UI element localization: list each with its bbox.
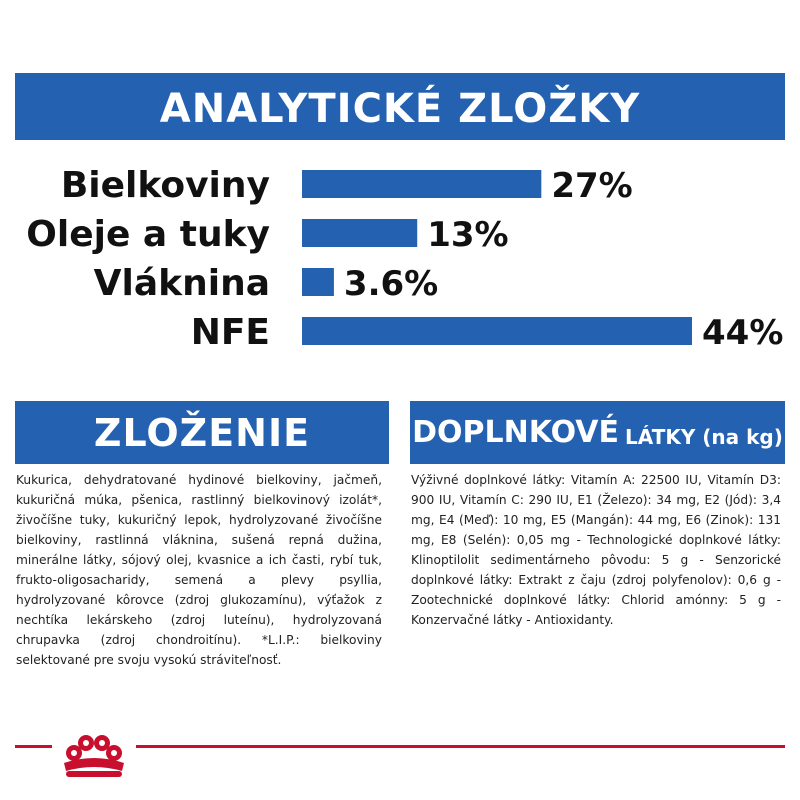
category-label: Oleje a tuky <box>26 214 270 255</box>
additives-text: Výživné doplnkové látky: Vitamín A: 22500 IU, Vitamín D3: 900 IU, Vitamín C: 290 IU, E1 (Železo): 34 mg, E2 (Jód): 3,4 mg, E4 (Meď): 10 mg, E5 (Mangán): 44 mg, E6 (Zinok): 131 mg, E8 (Selén): 0,05 mg - Technologické doplnkové látky: Klinoptilolit sedimentárneho pôvodu: 5 g - Senzorické doplnkové látky: Extrakt z čaju (zdroj polyfenolov): 0,6 g - Zootechnické doplnkové látky: Chlorid amónny: 5 g - Konzervačné látky - Antioxidanty. <box>411 473 781 627</box>
banner-title: ANALYTICKÉ ZLOŽKY <box>159 85 641 132</box>
analytic-components-banner <box>15 73 785 140</box>
bar <box>302 317 692 345</box>
value-label: 3.6% <box>343 264 439 304</box>
category-label: Bielkoviny <box>60 165 270 206</box>
value-label: 13% <box>427 215 509 255</box>
analytic-bar-chart <box>0 150 800 360</box>
additives-header <box>410 401 785 464</box>
category-label: Vláknina <box>93 263 270 304</box>
composition-text: Kukurica, dehydratované hydinové bielkoviny, jačmeň, kukuričná múka, pšenica, rastlinný bielkovinový izolát*, živočíšne tuky, kukuričný lepok, hydrolyzované živočíšne bielkoviny, rastlinná vláknina, sušená repná dužina, minerálne látky, sójový olej, kvasnice a ich časti, rybí tuk, frukto-oligosacharidy, semená a plevy psyllia, hydrolyzované kôrovce (zdroj glukozamínu), výťažok z nechtíka lekárskeho (zdroj luteínu), hydrolyzovaná chrupavka (zdroj chondroitínu). *L.I.P.: bielkoviny selektované pre svoju vysokú stráviteľnosť. <box>16 473 382 667</box>
composition-header <box>15 401 389 464</box>
composition-title: ZLOŽENIE <box>93 410 311 455</box>
value-label: 27% <box>551 166 633 206</box>
bar <box>302 268 334 296</box>
additives-title-small: LÁTKY (na kg) <box>625 424 783 449</box>
category-label: NFE <box>190 312 270 353</box>
bar <box>302 170 541 198</box>
crown-logo-icon <box>52 725 136 780</box>
value-label: 44% <box>702 313 784 353</box>
additives-title-main: DOPLNKOVÉ <box>412 415 620 450</box>
bar <box>302 219 417 247</box>
